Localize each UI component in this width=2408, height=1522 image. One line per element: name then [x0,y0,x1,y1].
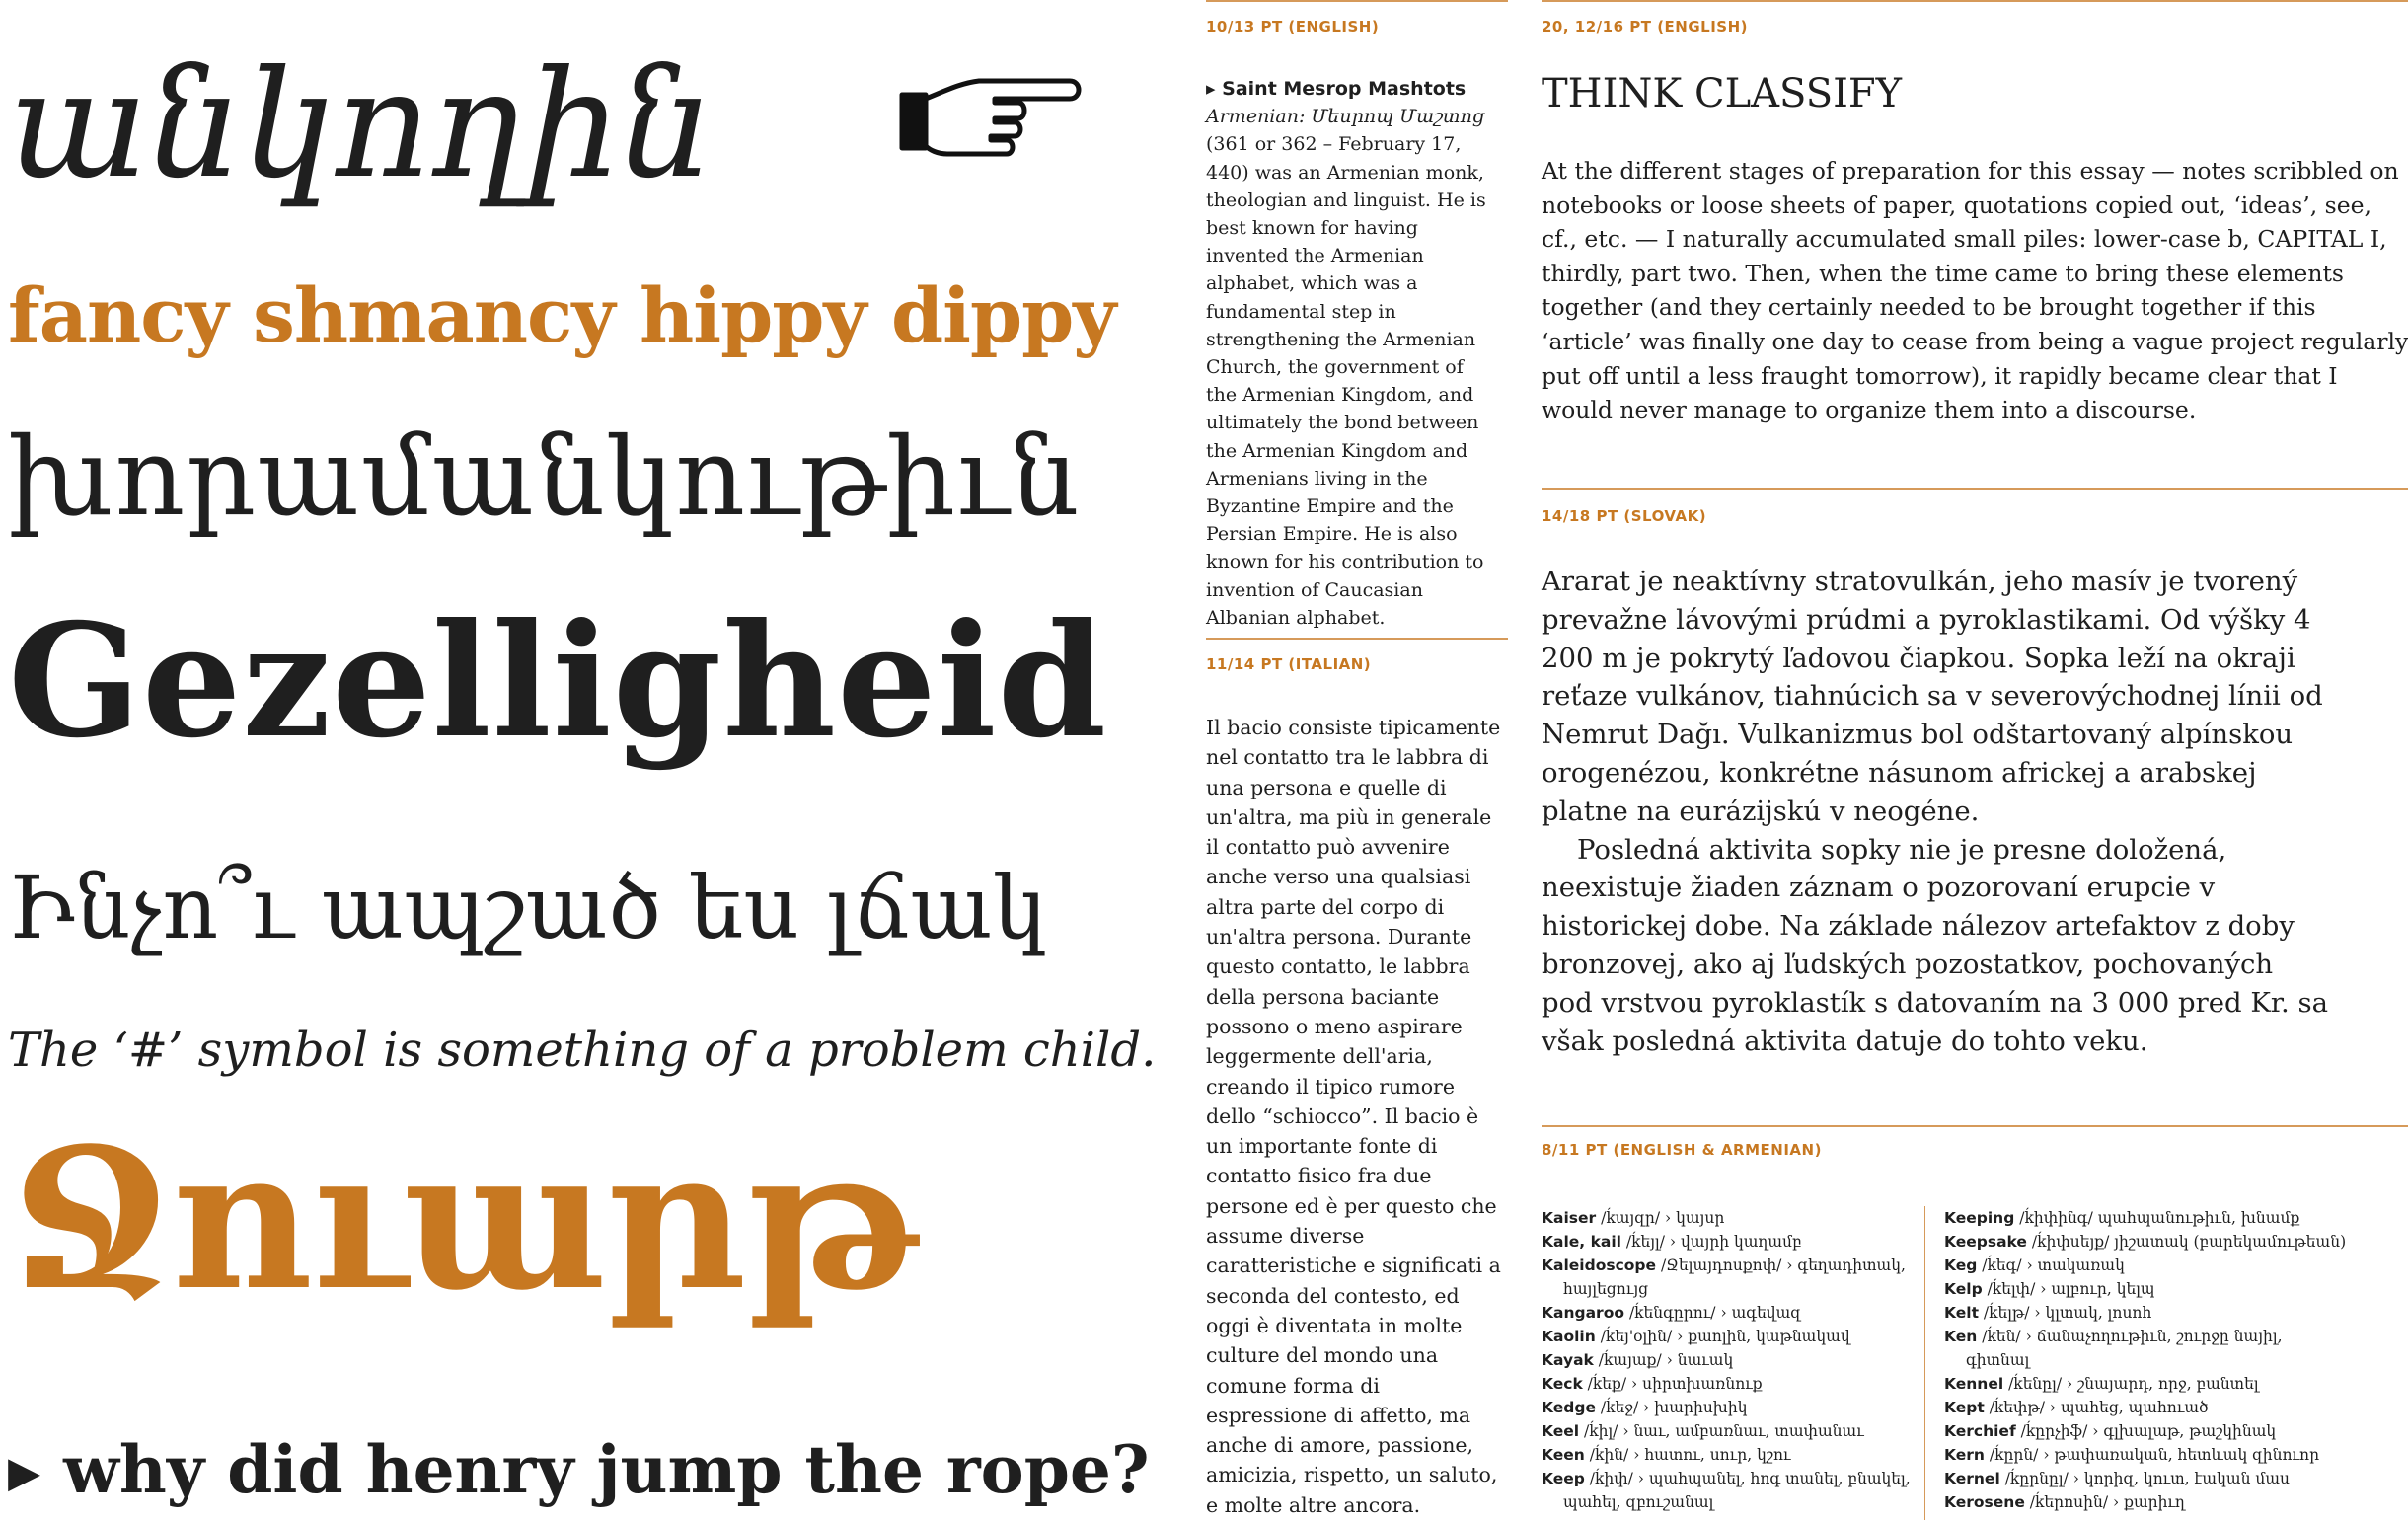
showcase-henry-rope: ▸ why did henry jump the rope? [8,1431,1150,1508]
glossary-term: Kaleidoscope [1542,1256,1657,1274]
glossary-definition: /ḱըրնըլ/ › կորիզ, կուտ, էական մաս [1999,1470,2291,1487]
glossary-entry [1542,1206,1911,1230]
glossary-entry [1542,1230,1911,1254]
think-classify-body: At the different stages of preparation for this essay — notes scribbled on notebooks or loose sheets of paper, quotations copied out, ‘ideas’, see, cf., etc. — I naturally accumulated small piles: lower-case b, CAPITAL I, thirdly, part two. Then, when the time came to bring these elements together (and they certainly needed to be brought together if this ‘article’ was finally one day to cease from being a vague project regularly put off until a less fraught tomorrow), it rapidly became clear that I would never manage to organize them into a discourse. [1542,157,2408,424]
showcase-armenian-ankoghin: անկողին [8,39,715,211]
glossary-definition: /ḱեգ/ › տակառակ [1977,1256,2125,1274]
glossary-definition: հայլեցույց [1563,1280,1649,1298]
glossary-term: Kept [1944,1399,1985,1416]
glossary-term: Keen [1542,1446,1585,1464]
glossary-definition: /ḱերոսին/ › քարիւղ [2024,1493,2185,1511]
mashtots-body: (361 or 362 – February 17, 440) was an Armenian monk, theologian and linguist. He is best known for having invented the Armenian alphabet, which was a fundamental step in strengthening the Armenian Church, the government of the Armenian Kingdom, and ultimately the bond between the Armenian Kingdom and Armenians living in the Byzantine Empire and the Persian Empire. He is also known for his contribution to invention of Caucasian Albanian alphabet. [1206,133,1486,629]
glossary-term: Kayak [1542,1351,1594,1369]
italian-text: Il bacio consiste tipicamente nel contatto tra le labbra di una persona e quelle di un'altra, ma più in generale il contatto può avvenire anche verso una qualsiasi altra parte del corpo di un'altra persona. Durante questo contatto, le labbra della persona baciante possono o meno aspirare leggermente dell'aria, creando il tipico rumore dello “schiocco”. Il bacio è un importante fonte di contatto fisico fra due persone ed è per questo che assume diverse caratteristiche e significati a seconda del contesto, ed oggi è diventata in molte culture del mondo una comune forma di espressione di affetto, ma anche di amore, passione, amicizia, rispetto, un saluto, e molte altre ancora. [1206,716,1501,1517]
glossary-entry [1542,1348,1911,1372]
glossary-term: Keeping [1944,1209,2015,1227]
glossary-definition: /ḱիփսեյք/ յիշատակ (բարեկամութեան) [2026,1233,2347,1251]
glossary-entry [1944,1277,2346,1301]
glossary-term: Keg [1944,1256,1978,1274]
glossary-definition: /ḱենգըրու/ › ագեվազ [1624,1304,1801,1322]
glossary-term: Keepsake [1944,1233,2027,1251]
glossary-right [1944,1206,2346,1514]
showcase-symbol-problem: The ‘#’ symbol is something of a problem child. [8,1023,1157,1078]
glossary-entry [1944,1206,2346,1230]
glossary-definition: /ḱըրչիֆ/ › գլխալաթ, թաշկինակ [2015,1422,2277,1440]
glossary-term: Kaolin [1542,1328,1596,1345]
glossary-definition: /ḱեփթ/ › պահեց, պահուած [1984,1399,2209,1416]
mashtots-armenian-name: Armenian: Մեսրոպ Մաշտոց [1206,106,1485,128]
glossary-entry [1944,1254,2346,1277]
mashtots-heading: ▸ Saint Mesrop Mashtots [1206,78,1467,100]
glossary-entry [1944,1443,2346,1467]
glossary-entry [1542,1396,1911,1419]
glossary-entry [1542,1490,1911,1514]
glossary-term: Keel [1542,1422,1580,1440]
glossary-term: Kernel [1944,1470,2000,1487]
label-en-20-12-16: 20, 12/16 PT (ENGLISH) [1542,18,1749,36]
label-it-11-14: 11/14 PT (ITALIAN) [1206,655,1372,673]
rule-slovak [1542,488,2408,490]
glossary-term: Kerchief [1944,1422,2016,1440]
glossary-term: Kangaroo [1542,1304,1625,1322]
glossary-term: Kaiser [1542,1209,1597,1227]
glossary-definition: /ḱիփ/ › պահպանել, հոգ տանել, բնակել, [1584,1470,1911,1487]
glossary-entry [1542,1372,1911,1396]
glossary-definition: /ḱեյլ/ › վայրի կաղամբ [1620,1233,1802,1251]
label-en-am-8-11: 8/11 PT (ENGLISH & ARMENIAN) [1542,1141,1822,1159]
glossary-entry [1944,1419,2346,1443]
glossary-entry [1944,1301,2346,1325]
glossary-definition: /ḱելթ/ › կլտակ, լոսոհ [1978,1304,2152,1322]
glossary-left [1542,1206,1911,1514]
glossary-term: Kale, kail [1542,1233,1621,1251]
glossary-definition: /ḱըրն/ › թափառական, հետևակ զինուոր [1984,1446,2320,1464]
glossary-divider [1924,1206,1925,1520]
showcase-armenian-question: Ինչո՞ւ ապշած ես լճակ [8,857,1047,958]
glossary-definition: /ḱին/ › հատու, սուր, կշու [1584,1446,1791,1464]
rule-italian [1206,638,1508,640]
showcase-gezelligheid: Gezelligheid [8,590,1108,773]
slovak-text [1542,563,2331,1060]
glossary-definition: /ḱեջ/ › խարիսխիկ [1595,1399,1748,1416]
glossary-term: Keck [1542,1375,1583,1393]
glossary-term: Kerosene [1944,1493,2025,1511]
glossary-definition: /ḱիլ/ › նաւ, ամբառնաւ, տափանաւ [1579,1422,1864,1440]
label-sk-14-18: 14/18 PT (SLOVAK) [1542,507,1707,525]
glossary-definition: գիտնալ [1966,1351,2030,1369]
glossary-entry [1944,1396,2346,1419]
glossary-term: Kennel [1944,1375,2004,1393]
pointing-hand-icon [888,69,1086,172]
glossary-entry [1944,1372,2346,1396]
glossary-entry [1542,1254,1911,1277]
showcase-fancy-shmancy: fancy shmancy hippy dippy [8,271,1116,359]
glossary-entry [1542,1443,1911,1467]
glossary-term: Ken [1944,1328,1978,1345]
rule-top-right [1542,0,2408,2]
mashtots-entry [1206,75,1492,632]
glossary-definition: /ḱիփինգ/ պահպանութիւն, խնամք [2014,1209,2300,1227]
rule-top-left [1206,0,1508,2]
glossary-definition: /ḱելփ/ › ալբուր, կելպ [1982,1280,2155,1298]
glossary-entry [1944,1490,2346,1514]
glossary-definition: /ḱայզր/ › կայսր [1596,1209,1725,1227]
glossary-definition: /ḱենըլ/ › շնայարդ, որջ, բանտել [2003,1375,2259,1393]
glossary-term: Kern [1944,1446,1985,1464]
glossary-entry [1944,1348,2346,1372]
glossary-definition: /ḱեն/ › ճանաչողութիւն, շուրջը նայիլ, [1977,1328,2283,1345]
glossary-entry [1944,1467,2346,1490]
glossary-definition: պահել, զբուշանալ [1563,1493,1714,1511]
glossary-term: Kedge [1542,1399,1596,1416]
glossary-entry [1542,1301,1911,1325]
glossary-entry [1542,1419,1911,1443]
glossary-term: Kelt [1944,1304,1979,1322]
glossary-entry [1542,1325,1911,1348]
slovak-paragraph-2: Posledná aktivita sopky nie je presne doložená, neexistuje žiaden záznam o pozorovaní erupcie v historickej dobe. Na základe nálezov artefaktov z doby bronzovej, ako aj ľudských pozostatkov, pochovaných pod vrstvou pyroklastík s datovaním na 3 000 pred Kr. sa však posledná aktivita datuje do tohto veku. [1542,833,2329,1057]
glossary-term: Kelp [1944,1280,1983,1298]
glossary-entry [1542,1467,1911,1490]
slovak-paragraph-1: Ararat je neaktívny stratovulkán, jeho masív je tvorený prevažne lávovými prúdmi a pyroklastikami. Od výšky 4 200 m je pokrytý ľadovou čiapkou. Sopka leží na okraji reťaze vulkánov, tiahnúcich sa v severovýchodnej línii od Nemrut Dağı. Vulkanizmus bol odštartovaný alpínskou orogenézou, konkrétne násunom africkej a arabskej platne na eurázijskú v neogéne. [1542,566,2323,827]
glossary-definition: /ḱայաք/ › նաւակ [1593,1351,1734,1369]
glossary-definition: /Ջելայդոսքոփ/ › գեղադիտակ, [1656,1256,1906,1274]
glossary-entry [1944,1230,2346,1254]
think-classify-title: THINK CLASSIFY [1542,71,1903,116]
showcase-armenian-jvart: Ջուարթ [8,1106,918,1333]
showcase-armenian-khoramankutiun: խորամանկութիւն [8,414,1081,540]
label-en-10-13: 10/13 PT (ENGLISH) [1206,18,1380,36]
glossary-definition: /ḱեք/ › սիրտխառնուք [1582,1375,1763,1393]
glossary-entry [1542,1277,1911,1301]
glossary-term: Keep [1542,1470,1585,1487]
glossary-entry [1944,1325,2346,1348]
rule-glossary [1542,1125,2408,1127]
glossary-definition: /ḱեյ'օլին/ › քաոլին, կաթնակավ [1595,1328,1850,1345]
